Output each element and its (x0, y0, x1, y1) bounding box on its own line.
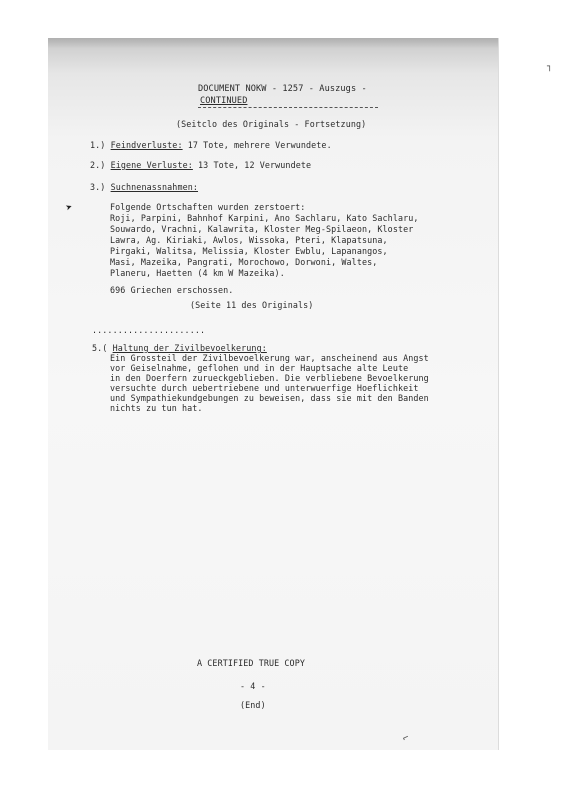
item-text: 17 Tote, mehrere Verwundete. (182, 140, 332, 150)
item-3 (90, 182, 198, 192)
paragraph-line: Pirgaki, Walitsa, Melissia, Kloster Ewblu, Lapanangos, (110, 246, 388, 256)
item-5-line: nichts zu tun hat. (110, 403, 203, 413)
item-heading: Feindverluste: (110, 140, 183, 150)
dotted-separator: ...................... (92, 325, 206, 335)
shot-line: 696 Griechen erschossen. (110, 285, 234, 295)
item-heading: Haltung der Zivilbevoelkerung: (112, 343, 267, 353)
item-2 (90, 160, 311, 170)
item-5 (92, 343, 267, 353)
page-number: - 4 - (240, 681, 266, 691)
page-note: (Seite 11 des Originals) (190, 300, 314, 310)
item-number: 1.) (90, 140, 106, 150)
item-number: 5.( (92, 343, 108, 353)
corner-mark: ⌐ (400, 732, 412, 745)
item-number: 3.) (90, 182, 106, 192)
item-5-line: vor Geiselnahme, geflohen und in der Hauptsache alte Leute (110, 363, 409, 373)
paragraph-line: Folgende Ortschaften wurden zerstoert: (110, 202, 306, 212)
item-5-line: Ein Grossteil der Zivilbevoelkerung war, anscheinend aus Angst (110, 353, 429, 363)
item-heading: Suchnenassnahmen: (110, 182, 199, 192)
paragraph-line: Roji, Parpini, Bahnhof Karpini, Ano Sachlaru, Kato Sachlaru, (110, 213, 419, 223)
certified-copy: A CERTIFIED TRUE COPY (197, 658, 305, 668)
paragraph-line: Lawra, Ag. Kiriaki, Awlos, Wissoka, Pteri, Klapatsuna, (110, 235, 388, 245)
document-header-line2: CONTINUED (200, 96, 248, 106)
paragraph-line: Planeru, Haetten (4 km W Mazeika). (110, 268, 285, 278)
header-underline (198, 107, 378, 108)
paragraph-line: Masi, Mazeika, Pangrati, Morochowo, Dorwoni, Waltes, (110, 257, 378, 267)
end-marker: (End) (240, 700, 266, 710)
document-header-line1: DOCUMENT NOKW - 1257 - Auszugs - (198, 84, 367, 94)
item-heading: Eigene Verluste: (110, 160, 193, 170)
margin-arrow-mark: ➤ (63, 200, 75, 215)
item-5-line: in den Doerfern zurueckgeblieben. Die verbliebene Bevoelkerung (110, 373, 429, 383)
item-1 (90, 140, 332, 150)
item-5-line: und Sympathiekundgebungen zu beweisen, dass sie mit den Banden (110, 393, 429, 403)
page-subtitle: (Seitclo des Originals - Fortsetzung) (176, 119, 367, 129)
item-number: 2.) (90, 160, 106, 170)
paragraph-line: Souwardo, Vrachni, Kalawrita, Kloster Meg-Spilaeon, Kloster (110, 224, 414, 234)
item-text: 13 Tote, 12 Verwundete (192, 160, 312, 170)
corner-mark: ┐ (547, 62, 553, 72)
scan-shadow (48, 38, 498, 48)
item-5-line: versuchte durch uebertriebene und unterwuerfige Hoeflichkeit (110, 383, 419, 393)
